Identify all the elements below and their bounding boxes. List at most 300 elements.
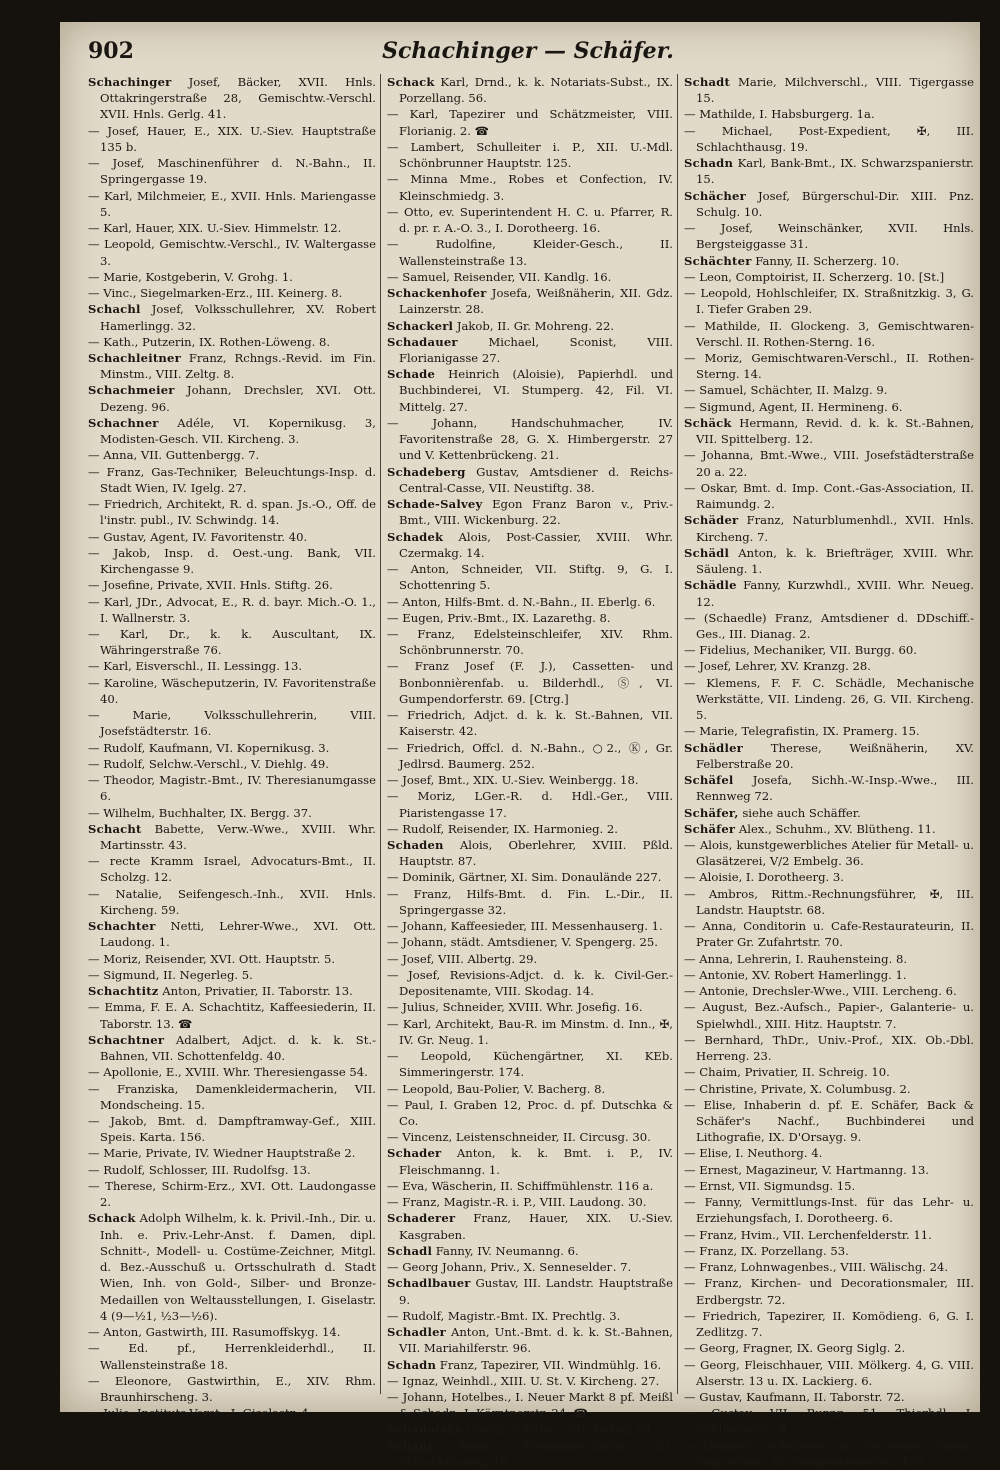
directory-entry	[88, 951, 376, 967]
entry-details: Hermann, Revid. d. k. k. St.-Bahnen, VII. Spittelberg. 12.	[696, 415, 974, 447]
entry-surname: Schäder	[684, 513, 739, 528]
directory-entry	[684, 967, 974, 983]
directory-entry	[387, 594, 673, 610]
directory-entry	[684, 658, 974, 674]
directory-entry	[88, 999, 376, 1031]
entry-details: — Franz, Edelsteinschleifer, XIV. Rhm. Schönbrunnerstr. 70.	[387, 626, 673, 658]
entry-details: Therese, Weißnäherin, XV. Felberstraße 20.	[696, 740, 974, 771]
entry-details: — Marie, Private, IV. Wiedner Hauptstraße 2.	[88, 1146, 356, 1161]
entry-details: — Ed. pf., Herrenkleiderhdl., II. Wallensteinstraße 18.	[88, 1341, 376, 1372]
directory-entry	[684, 188, 974, 220]
directory-entry	[684, 740, 974, 772]
entry-details: — Anna, Conditorin u. Cafe-Restaurateurin, II. Prater Gr. Zufahrtstr. 70.	[684, 919, 974, 950]
directory-entry	[387, 772, 673, 788]
entry-details: — Eugen, Priv.-Bmt., IX. Lazarethg. 8.	[387, 610, 611, 625]
entry-details: — Georg, Fleischhauer, VIII. Mölkerg. 4, G. VIII. Alserstr. 13 u. IX. Lackierg. 6.	[684, 1357, 974, 1388]
directory-entry	[684, 723, 974, 739]
entry-details: — Franz, Gas-Techniker, Beleuchtungs-Insp. d. Stadt Wien, IV. Igelg. 27.	[88, 464, 376, 495]
directory-entry	[387, 1210, 673, 1242]
directory-entry	[387, 171, 673, 203]
entry-details: — Natalie, Seifengesch.-Inh., XVII. Hnls. Kircheng. 59.	[88, 886, 376, 917]
entry-details: — Georg Johann, Priv., X. Senneseldeг. 7.	[387, 1260, 632, 1275]
entry-details: Anton, k. k. Bmt. i. P., IV. Fleischmanng. 1.	[399, 1146, 673, 1177]
entry-details: — Elise, I. Neuthorg. 4.	[684, 1146, 823, 1161]
entry-details: Heinrich (Aloisie), Papierhdl. und Buchbinderei, VI. Stumperg. 42, Fil. VI. Mittelg. 27.	[399, 367, 673, 414]
directory-entry	[684, 74, 974, 106]
directory-entry	[88, 123, 376, 155]
directory-entry	[387, 886, 673, 918]
entry-details: — Karl, Architekt, Bau-R. im Minstm. d. Inn., ✠, IV. Gr. Neug. 1.	[387, 1016, 673, 1047]
directory-entry	[88, 821, 376, 853]
directory-entry	[684, 869, 974, 885]
entry-details: Josef, Bürgerschul-Dir. XIII. Pnz. Schulg. 10.	[696, 188, 974, 219]
entry-details: — Franziska, Damenkleidermacherin, VII. Mondscheing. 15.	[88, 1081, 376, 1112]
directory-entry	[387, 967, 673, 999]
entry-surname: Schäfel	[684, 773, 734, 788]
entry-surname: Schack	[387, 75, 435, 89]
directory-entry	[684, 1145, 974, 1161]
entry-details: — Marie, Kostgeberin, V. Grohg. 1.	[88, 269, 293, 284]
directory-entry	[88, 188, 376, 220]
directory-entry	[88, 1162, 376, 1178]
entry-details: Fanny, IV. Neumanng. 6.	[432, 1243, 579, 1258]
directory-entry	[88, 1032, 376, 1064]
entry-details: — Fanny, Vermittlungs-Inst. für das Lehr- u. Erziehungsfach, I. Dorotheerg. 6.	[684, 1195, 974, 1226]
entry-details: — Minna Mme., Robes et Confection, IV. Kleinschmiedg. 3.	[387, 172, 673, 203]
entry-surname: Schaden	[387, 838, 444, 853]
directory-entry	[88, 1064, 376, 1080]
directory-entry	[684, 512, 974, 544]
entry-surname: Schade-Salvey	[387, 497, 483, 512]
entry-details: — Apollonie, E., XVIII. Whr. Theresiengasse 54.	[88, 1065, 368, 1080]
entry-details: — Johann, Hotelbes., I. Neuer Markt 8 pf. Meißl & Schadn, I. Kärntnerstr. 24. ☎	[387, 1389, 673, 1421]
directory-entry	[684, 642, 974, 658]
directory-entry	[88, 983, 376, 999]
directory-entry	[387, 1259, 673, 1275]
entry-details: Franz, Naturblumenhdl., XVII. Hnls. Kircheng. 7.	[696, 513, 974, 544]
entry-details: Anton, Unt.-Bmt. d. k. k. St.-Bahnen, VII. Mariahilferstr. 96.	[399, 1325, 673, 1356]
directory-entry	[387, 269, 673, 285]
entry-details: — recte Kramm Israel, Advocaturs-Bmt., II. Scholzg. 12.	[88, 854, 376, 885]
directory-entry	[684, 886, 974, 918]
directory-entry	[387, 707, 673, 739]
directory-page	[60, 22, 980, 1469]
directory-entry	[387, 366, 673, 415]
directory-entry	[684, 610, 974, 642]
entry-details: — Karl, Dr., k. k. Auscultant, IX. Währingerstraße 76.	[88, 626, 376, 658]
entry-details: — Anna, VII. Guttenbergg. 7.	[88, 448, 260, 463]
directory-entry	[88, 334, 376, 350]
entry-details: — Franz, Lohnwagenbes., VIII. Wälischg. 24.	[684, 1260, 949, 1275]
directory-entry	[387, 1129, 673, 1145]
directory-entry	[88, 301, 376, 333]
entry-details: Netti, Lehrer-Wwe., XVI. Ott. Laudong. 1.	[100, 919, 376, 950]
directory-entry	[88, 155, 376, 187]
entry-details: Adéle, VI. Kopernikusg. 3, Modisten-Gesch. VII. Kircheng. 3.	[100, 415, 376, 447]
directory-entry	[684, 480, 974, 512]
entry-details: — Anton, Hilfs-Bmt. d. N.-Bahn., II. Eberlg. 6.	[387, 594, 656, 609]
directory-entry	[387, 285, 673, 317]
directory-entry	[684, 1081, 974, 1097]
entry-surname: Schadauer	[387, 334, 458, 349]
entry-surname: Schadeberg	[387, 464, 466, 479]
directory-entry	[88, 740, 376, 756]
column-divider	[380, 74, 381, 1394]
column-3	[684, 74, 974, 1469]
directory-entry	[684, 269, 974, 285]
directory-entry	[684, 999, 974, 1031]
entry-surname: Schäfer,	[684, 805, 739, 820]
directory-entry	[88, 220, 376, 236]
directory-entry	[387, 106, 673, 138]
entry-details: — Franz, Hilfs-Bmt. d. Fin. L.-Dir., II. Springergasse 32.	[387, 886, 673, 917]
directory-entry	[88, 269, 376, 285]
directory-entry	[684, 1243, 974, 1259]
entry-surname: Schädle	[684, 578, 737, 593]
entry-surname: Schadn	[684, 156, 734, 171]
entry-surname: Schacht	[88, 821, 142, 836]
entry-details: — Antonie, Drechsler-Wwe., VIII. Lercheng. 6.	[684, 984, 957, 999]
directory-entry	[684, 415, 974, 447]
directory-entry	[684, 447, 974, 479]
directory-entry	[387, 74, 673, 106]
entry-surname: Schade	[387, 367, 436, 382]
directory-entry	[684, 1227, 974, 1243]
entry-details: — Josef, VIII. Albertg. 29.	[387, 951, 538, 966]
entry-details: — Moriz, Reisender, XVI. Ott. Hauptstr. 5.	[88, 951, 336, 966]
entry-details: Egon Franz Baron v., Priv.-Bmt., VIII. Wickenburg. 22.	[399, 497, 673, 528]
entry-details: — Paul, I. Graben 12, Proc. d. pf. Dutschka & Co.	[387, 1097, 673, 1128]
entry-details: Fanny, Kurzwhdl., XVIII. Whr. Neueg. 12.	[696, 578, 974, 609]
entry-details: Gustav, Amtsdiener d. Reichs-Central-Casse, VII. Neustiftg. 38.	[399, 464, 673, 495]
entry-details: — Samuel, Reisender, VII. Kandlg. 16.	[387, 269, 612, 284]
directory-entry	[684, 918, 974, 950]
entry-details: — Franz, IX. Porzellang. 53.	[684, 1243, 849, 1258]
entry-details: — Anna, Lehrerin, I. Rauhensteing. 8.	[684, 951, 908, 966]
entry-surname: Schadl	[387, 1243, 433, 1258]
directory-entry	[684, 1194, 974, 1226]
directory-entry	[684, 155, 974, 187]
directory-entry	[684, 399, 974, 415]
directory-entry	[387, 1145, 673, 1177]
entry-details: — Therese, Schirm-Erz., XVI. Ott. Laudongasse 2.	[88, 1178, 376, 1210]
directory-entry	[88, 496, 376, 528]
entry-details: Alois, Post-Cassier, XVIII. Whr. Czermakg. 14.	[399, 529, 673, 560]
directory-entry	[88, 967, 376, 983]
directory-entry	[387, 561, 673, 593]
directory-entry	[684, 318, 974, 350]
entry-details: Josef, Bäcker, XVII. Hnls. Ottakringerstraße 28, Gemischtw.-Verschl. XVII. Hnls. Gerlg. 41.	[100, 75, 376, 122]
directory-entry	[387, 918, 673, 934]
entry-details: — Franz, Kirchen- und Decorationsmaler, III. Erdbergstr. 72.	[684, 1276, 974, 1307]
directory-entry	[88, 577, 376, 593]
entry-details: — Leon, Comptoirist, II. Scherzerg. 10. [St.]	[684, 269, 945, 284]
entry-surname: Schack	[88, 1211, 136, 1226]
directory-entry	[684, 253, 974, 269]
entry-details: Franz, Hauer, XIX. U.-Siev. Kasgraben.	[399, 1211, 673, 1242]
directory-entry	[684, 1389, 974, 1405]
directory-entry	[387, 788, 673, 820]
entry-details: — Josef, Bmt., XIX. U.-Siev. Weinbergg. 18.	[387, 773, 639, 788]
directory-entry	[88, 1324, 376, 1340]
entry-details: — Emma, F. E. A. Schachtitz, Kaffeesiederin, II. Taborstr. 13. ☎	[88, 1000, 376, 1031]
entry-details: — Eleonore, Gastwirthin, E., XIV. Rhm. Braunhirscheng. 3.	[88, 1373, 376, 1404]
directory-entry	[387, 1081, 673, 1097]
directory-entry	[387, 236, 673, 268]
entry-surname: Schächter	[684, 253, 752, 268]
directory-entry	[684, 1178, 974, 1194]
directory-entry	[387, 318, 673, 334]
directory-entry	[684, 1032, 974, 1064]
directory-entry	[387, 658, 673, 707]
directory-entry	[387, 334, 673, 366]
entry-details: — Karl, Hauer, XIX. U.-Siev. Himmelstr. 12.	[88, 221, 342, 236]
entry-details: — Elise, Inhaberin d. pf. E. Schäfer, Back & Schäfer's Nachf., Buchbinderei und Lithografie, IX. D'Orsayg. 9.	[684, 1097, 974, 1145]
entry-details: Marie, Milchverschl., VIII. Tigergasse 15.	[696, 75, 974, 106]
page-header	[88, 36, 968, 70]
entry-details: — Leopold, Bau-Polier, V. Bacherg. 8.	[387, 1081, 606, 1096]
entry-details: — Johann, städt. Amtsdiener, V. Spengerg. 25.	[387, 935, 658, 950]
entry-details: — Michael, Post-Expedient, ✠, III. Schlachthausg. 19.	[684, 123, 974, 154]
directory-entry	[88, 675, 376, 707]
entry-surname: Schachmeier	[88, 383, 175, 398]
column-1	[88, 74, 376, 1421]
entry-surname: Schädl	[684, 545, 730, 560]
directory-entry	[88, 1113, 376, 1145]
entry-details: — Samuel, Schächter, II. Malzg. 9.	[684, 383, 888, 398]
directory-entry	[684, 1162, 974, 1178]
directory-entry	[88, 1340, 376, 1372]
entry-details: Adolph Wilhelm, k. k. Privil.-Inh., Dir. u. Inh. e. Priv.-Lehr-Anst. f. Damen, dipl. Schnitt-, Modell- u. Costüme-Zeichner, Mitgl. d. Bez.-Ausschuß u. Ortsschulrath d. Stadt Wien, Inh. von Gold-, Silber- und Bronze-Medaillen von Weltausstellungen, I. Giselastr. 4 (9—½1, ½3—½6).	[100, 1211, 376, 1323]
entry-details: — Ernest, Magazineur, V. Hartmanng. 13.	[684, 1162, 929, 1177]
directory-entry	[684, 545, 974, 577]
entry-details: — Rudolf, Magistr.-Bmt. IX. Prechtlg. 3.	[387, 1308, 621, 1323]
directory-entry	[88, 594, 376, 626]
entry-details: — Ernst, VII. Sigmundsg. 15.	[684, 1178, 856, 1193]
directory-entry	[88, 1405, 376, 1421]
entry-details: — Marie, Volksschullehrerin, VIII. Josefstädterstr. 16.	[88, 708, 376, 739]
directory-entry	[387, 740, 673, 772]
directory-entry	[387, 204, 673, 236]
entry-details: — Franz, Magistr.-R. i. P., VIII. Laudong. 30.	[387, 1195, 647, 1210]
entry-details: — Antonie, XV. Robert Hamerlingg. 1.	[684, 967, 907, 982]
directory-entry	[387, 496, 673, 528]
directory-entry	[88, 658, 376, 674]
directory-entry	[88, 756, 376, 772]
entry-surname: Schadn	[387, 1357, 437, 1372]
entry-details: — Christine, Private, X. Columbusg. 2.	[684, 1081, 911, 1096]
directory-entry	[684, 821, 974, 837]
directory-entry	[684, 1405, 974, 1437]
entry-details: — Kath., Putzerin, IX. Rothen-Löweng. 8.	[88, 334, 331, 349]
directory-entry	[387, 610, 673, 626]
entry-details: — Marie, Telegrafistin, IX. Pramerg. 15.	[684, 724, 920, 739]
directory-entry	[387, 1097, 673, 1129]
entry-surname: Schädler	[684, 740, 743, 755]
entry-surname: Schäfer	[684, 821, 736, 836]
entry-details: — Gustav, VII. Burgg. 51, Thierhdl. I. Kohlmesserg. 4.	[684, 1406, 974, 1437]
entry-details: siehe auch Schäffer.	[738, 805, 861, 820]
directory-entry	[684, 1064, 974, 1080]
entry-details: — Julie, Instituts-Vorst., I. Giselastr. 4.	[88, 1406, 313, 1421]
directory-entry	[88, 545, 376, 577]
entry-surname: Schadler	[387, 1325, 446, 1340]
entry-details: — Ignaz, Weinhdl., XIII. U. St. V. Kircheng. 27.	[387, 1373, 660, 1388]
entry-details: — Rudolf, Schlosser, III. Rudolfsg. 13.	[88, 1162, 311, 1177]
entry-details: — Moriz, Gemischtwaren-Verschl., II. Rothen-Sterng. 14.	[684, 350, 974, 382]
entry-details: — Johanna, Bmt.-Wwe., VIII. Josefstädterstraße 20 a. 22.	[684, 448, 974, 479]
entry-details: Alex., Schuhm., XV. Blütheng. 11.	[735, 821, 936, 836]
entry-details: Michael, Sconist, VIII. Florianigasse 27.	[399, 334, 673, 365]
entry-details: — (Schaedle) Franz, Amtsdiener d. DDschiff.-Ges., III. Dianag. 2.	[684, 610, 974, 641]
entry-details: — Franz Josef (F. J.), Cassetten- und Bonbonnièrenfab. u. Bilderhdl., Ⓢ, VI. Gumpendorferstr. 69. [Ctrg.]	[387, 659, 673, 706]
directory-entry	[88, 350, 376, 382]
directory-entry	[684, 577, 974, 609]
column-divider	[677, 74, 678, 1394]
entry-details: — Leopold, Gemischtw.-Verschl., IV. Waltergasse 3.	[88, 237, 376, 268]
directory-entry	[88, 447, 376, 463]
entry-details: — Otto, ev. Superintendent H. C. u. Pfarrer, R. d. pr. r. A.-O. 3., I. Dorotheerg. 16.	[387, 204, 673, 236]
entry-details: Gustav, III. Landstr. Hauptstraße 9.	[399, 1276, 673, 1307]
directory-entry	[387, 1194, 673, 1210]
directory-entry	[684, 1357, 974, 1389]
entry-details: — Rudolf, Reisender, IX. Harmonieg. 2.	[387, 821, 618, 836]
entry-surname: Schaderer	[387, 1211, 456, 1226]
entry-surname: Schachner	[88, 415, 159, 430]
entry-details: Franz, Rchngs.-Revid. im Fin. Minstm., VIII. Zeltg. 8.	[100, 350, 376, 382]
entry-details: — Mathilde, I. Habsburgerg. 1a.	[684, 107, 875, 122]
directory-entry	[387, 464, 673, 496]
entry-details: — Anton, Gastwirth, III. Rasumoffskyg. 14.	[88, 1325, 341, 1340]
directory-entry	[684, 1259, 974, 1275]
entry-details: Karl, Drnd., k. k. Notariats-Subst., IX. Porzellang. 56.	[399, 75, 673, 106]
entry-surname: Schadt	[684, 75, 731, 89]
entry-details: — Friedrich, Tapezirer, II. Komödieng. 6, G. I. Zedlitzg. 7.	[684, 1308, 974, 1340]
entry-details: Adalbert, Adjct. d. k. k. St.-Bahnen, VII. Schottenfeldg. 40.	[100, 1032, 376, 1064]
entry-details: Fanny, II. Scherzerg. 10.	[751, 253, 900, 268]
directory-entry	[88, 805, 376, 821]
directory-entry	[88, 886, 376, 918]
directory-entry	[387, 139, 673, 171]
page-number: 902	[88, 38, 134, 64]
entry-details: Anton, Privatier, II. Taborstr. 13.	[158, 984, 353, 999]
directory-entry	[387, 1421, 673, 1437]
directory-entry	[387, 1324, 673, 1356]
entry-details: — Josef, Lehrer, XV. Kranzg. 28.	[684, 659, 871, 674]
directory-entry	[684, 123, 974, 155]
entry-details: — Mathilde, II. Glockeng. 3, Gemischtwaren-Verschl. II. Rothen-Sterng. 16.	[684, 318, 974, 349]
entry-details: Georg, Schuhm., VII. Burgg. 81.	[462, 1422, 656, 1437]
directory-entry	[387, 415, 673, 464]
entry-details: — Jakob, Insp. d. Oest.-ung. Bank, VII. Kirchengasse 9.	[88, 545, 376, 577]
entry-surname: Schachter	[88, 919, 156, 934]
directory-entry	[88, 853, 376, 885]
entry-details: — Karl, Tapezirer und Schätzmeister, VIII. Florianig. 2. ☎	[387, 107, 673, 138]
entry-details: — Friedrich, Adjct. d. k. k. St.-Bahnen, VII. Kaiserstr. 42.	[387, 708, 673, 739]
entry-details: — Gustav, Kaufmann, II. Taborstr. 72.	[684, 1389, 905, 1404]
entry-details: Anton, k. k. Briefträger, XVIII. Whr. Säuleng. 1.	[696, 545, 974, 577]
entry-details: — Rudolf, Selchw.-Verschl., V. Diehlg. 49.	[88, 756, 329, 771]
entry-surname: Schadofsky	[387, 1422, 463, 1437]
directory-entry	[684, 1438, 974, 1470]
entry-details: Jakob, II. Gr. Mohreng. 22.	[453, 318, 615, 333]
entry-details: — Chaim, Privatier, II. Schreig. 10.	[684, 1065, 890, 1080]
entry-details: — Sigmund, II. Negerleg. 5.	[88, 967, 253, 982]
entry-details: Alois, Oberlehrer, XVIII. Pßld. Hauptstr. 87.	[399, 838, 673, 869]
directory-entry	[387, 1308, 673, 1324]
entry-details: — Bernhard, ThDr., Univ.-Prof., XIX. Ob.-Dbl. Herreng. 23.	[684, 1032, 974, 1064]
directory-entry	[88, 464, 376, 496]
entry-details: Josef, Volksschullehrer, XV. Robert Hamerlingg. 32.	[100, 302, 376, 333]
entry-surname: Schachleitner	[88, 350, 181, 365]
entry-details: — Josefine, Private, XVII. Hnls. Stiftg. 26.	[88, 578, 333, 593]
entry-details: — Karl, JDr., Advocat, E., R. d. bayr. Mich.-O. 1., I. Wallnerstr. 3.	[88, 594, 376, 625]
entry-details: — Johann, Handschuhmacher, IV. Favoritenstraße 28, G. X. Himbergerstr. 27 und V. Kettenbrückeng. 21.	[387, 415, 673, 463]
entry-details: — Oskar, Bmt. d. Imp. Cont.-Gas-Association, II. Raimundg. 2.	[684, 480, 974, 512]
entry-details: — Gustav, Agent, IV. Favoritenstr. 40.	[88, 529, 308, 544]
entry-details: — Rudolfine, Kleider-Gesch., II. Wallensteinstraße 13.	[387, 237, 673, 268]
directory-entry	[88, 626, 376, 658]
directory-entry	[387, 529, 673, 561]
directory-entry	[387, 626, 673, 658]
directory-entry	[387, 837, 673, 869]
entry-details: — Friedrich, Architekt, R. d. span. Js.-O., Off. de l'instr. publ., IV. Schwindg. 14.	[88, 497, 376, 528]
entry-details: — Aloisie, I. Dorotheerg. 3.	[684, 870, 844, 885]
entry-details: — Karl, Eisverschl., II. Lessingg. 13.	[88, 659, 303, 674]
entry-details: Johann, Drechsler, XVI. Ott. Dezeng. 96.	[100, 383, 376, 414]
entry-surname: Schadt	[387, 1438, 434, 1453]
entry-details: — Georg, Fragner, IX. Georg Siglg. 2.	[684, 1341, 906, 1356]
entry-surname: Schadlbauer	[387, 1276, 471, 1291]
directory-entry	[387, 1357, 673, 1373]
directory-entry	[88, 1081, 376, 1113]
entry-surname: Schader	[387, 1146, 442, 1161]
entry-details: — Josef, Hauer, E., XIX. U.-Siev. Hauptstraße 135 b.	[88, 123, 376, 154]
entry-details: — Wilhelm, Buchhalter, IX. Bergg. 37.	[88, 805, 312, 820]
directory-entry	[387, 951, 673, 967]
column-2	[387, 74, 673, 1469]
directory-entry	[684, 772, 974, 804]
directory-entry	[387, 821, 673, 837]
entry-details: — Lambert, Schulleiter i. P., XII. U.-Mdl. Schönbrunner Hauptstr. 125.	[387, 139, 673, 171]
directory-entry	[684, 983, 974, 999]
entry-details: — Dominik, Gärtner, XI. Sim. Donaulände 227.	[387, 870, 662, 885]
directory-entry	[684, 805, 974, 821]
directory-entry	[88, 918, 376, 950]
entry-details: — Friedrich, Offcl. d. N.-Bahn., ○2., Ⓚ, Gr. Jedlrsd. Baumerg. 252.	[387, 740, 673, 771]
directory-entry	[684, 675, 974, 724]
directory-entry	[387, 869, 673, 885]
entry-details: — August, Bez.-Aufsch., Papier-, Galanterie- u. Spielwhdl., XIII. Hitz. Hauptstr. 7.	[684, 1000, 974, 1031]
entry-details: — Julius, Schneider, XVIII. Whr. Josefig. 16.	[387, 1000, 643, 1015]
directory-entry	[387, 1438, 673, 1470]
directory-entry	[684, 1308, 974, 1340]
directory-entry	[88, 1373, 376, 1405]
directory-entry	[387, 1243, 673, 1259]
entry-details: — Anton, Schneider, VII. Stiftg. 9, G. I. Schottenring 5.	[387, 562, 673, 593]
directory-entry	[387, 999, 673, 1015]
entry-details: — Theodor, Magistr.-Bmt., IV. Theresianumgasse 6.	[88, 773, 376, 804]
entry-details: — Moriz, LGer.-R. d. Hdl.-Ger., VIII. Piaristengasse 17.	[387, 789, 673, 820]
entry-surname: Schächer	[684, 188, 746, 203]
directory-entry	[684, 285, 974, 317]
entry-details: Babette, Verw.-Wwe., XVIII. Whr. Martinsstr. 43.	[100, 821, 376, 853]
entry-surname: Schachtner	[88, 1032, 165, 1047]
entry-details: — Leopold, Küchengärtner, XI. KEb. Simmeringerstr. 174.	[387, 1049, 673, 1080]
entry-surname: Schachinger	[88, 75, 172, 89]
directory-entry	[88, 707, 376, 739]
directory-entry	[684, 1275, 974, 1307]
